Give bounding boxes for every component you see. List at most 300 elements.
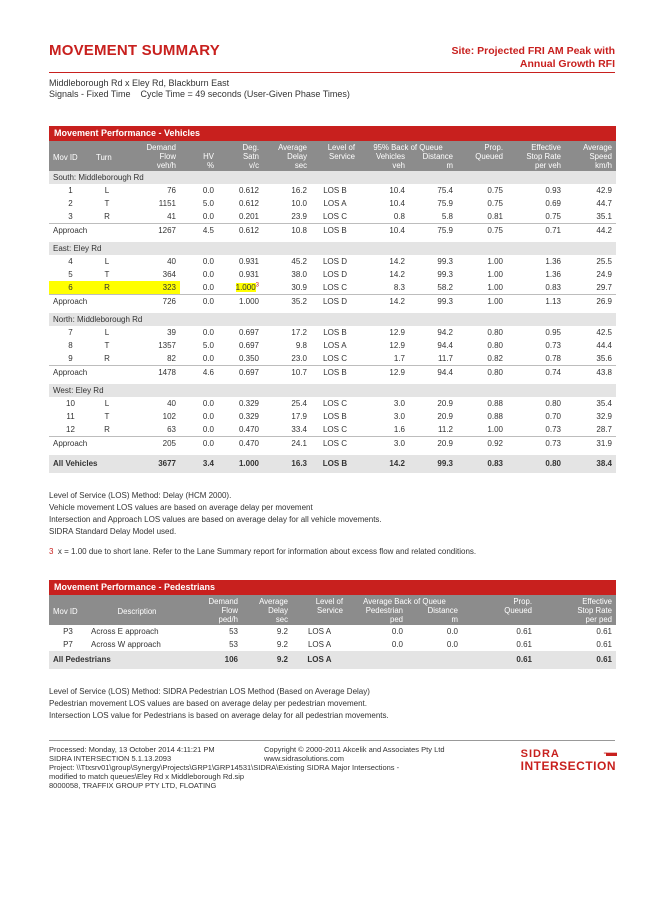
vehicles-table <box>49 141 616 473</box>
ped-hdr-flow-unit: ped/h <box>187 615 242 625</box>
cell-queue-ped: 0.0 <box>391 627 403 636</box>
cell-prop: 1.00 <box>487 257 503 266</box>
cell-stop: 0.78 <box>545 354 561 363</box>
cell-los: LOS B <box>311 224 359 238</box>
cell-stop: 0.61 <box>596 640 612 649</box>
hdr-queue-dist: Distance <box>409 152 457 161</box>
cell-queue-dist: 99.3 <box>409 455 457 473</box>
cell-mov-id: P7 <box>63 640 73 649</box>
cell-delay: 10.8 <box>263 224 311 238</box>
cell-queue-ped <box>347 651 407 669</box>
approach-group-header <box>49 384 616 397</box>
cell-stop: 1.13 <box>507 295 565 309</box>
cell-stop: 1.36 <box>545 257 561 266</box>
cell-stop: 0.95 <box>545 328 561 337</box>
cell-satn: 0.612 <box>238 186 259 195</box>
cell-queue-veh: 10.4 <box>359 224 409 238</box>
cell-flow: 3677 <box>122 455 180 473</box>
ped-hdr-stop-unit: per ped <box>536 615 616 625</box>
cell-turn: L <box>104 328 110 337</box>
cell-speed: 31.9 <box>565 437 616 451</box>
cell-turn: T <box>104 199 110 208</box>
cell-satn: 0.697 <box>238 341 259 350</box>
cell-queue-dist: 11.2 <box>438 425 453 434</box>
cell-flow: 53 <box>229 640 238 649</box>
cell-stop: 0.61 <box>536 651 616 669</box>
signals-text: Signals - Fixed Time Cycle Time = 49 seconds (User-Given Phase Times) <box>49 89 350 99</box>
cell-flow: 106 <box>187 651 242 669</box>
cell-los: LOS C <box>322 212 347 221</box>
cell-stop: 1.36 <box>545 270 561 279</box>
cell-satn: 0.350 <box>238 354 259 363</box>
cell-stop: 0.73 <box>507 437 565 451</box>
approach-row <box>49 366 616 380</box>
cell-speed: 44.7 <box>596 199 612 208</box>
hdr-hv-blank <box>180 141 218 152</box>
ped-hdr-prop-unit <box>462 615 536 625</box>
cell-satn-value: 1.000 <box>235 283 256 292</box>
cell-los: LOS B <box>323 412 347 421</box>
vehicle-note: Intersection and Approach LOS values are based on average delay for all vehicle movements. <box>49 515 382 524</box>
cell-stop: 0.71 <box>507 224 565 238</box>
cell-hv: 4.6 <box>180 366 218 380</box>
vehicles-section <box>49 126 616 473</box>
hdr-hv-unit: % <box>180 161 218 171</box>
cell-los: LOS C <box>322 399 347 408</box>
cell-flow: 102 <box>162 412 176 421</box>
hdr-flow-2: Flow <box>122 152 180 161</box>
cell-hv: 0.0 <box>202 425 214 434</box>
table-row <box>49 326 616 339</box>
cell-delay: 17.9 <box>291 412 307 421</box>
cell-queue-dist: 99.3 <box>437 257 453 266</box>
cell-prop: 1.00 <box>487 270 503 279</box>
hdr-prop: Prop. <box>457 141 507 152</box>
approach-row <box>49 295 616 309</box>
ped-hdr-prop: Prop. <box>462 595 536 606</box>
cell-turn: R <box>104 212 110 221</box>
cell-flow: 205 <box>122 437 180 451</box>
approach-name: East: Eley Rd <box>49 242 616 255</box>
cell-flow: 726 <box>122 295 180 309</box>
footer-website[interactable]: www.sidrasolutions.com <box>264 754 345 763</box>
cell-speed: 26.9 <box>565 295 616 309</box>
cell-queue-veh: 10.4 <box>389 186 405 195</box>
cell-queue-veh: 10.4 <box>389 199 405 208</box>
cell-delay: 9.2 <box>276 640 288 649</box>
cell-satn: 0.612 <box>218 224 263 238</box>
cell-flow: 1478 <box>122 366 180 380</box>
cell-flow: 39 <box>167 328 176 337</box>
cell-delay: 9.8 <box>295 341 307 350</box>
hdr-stop-2: Stop Rate <box>507 152 565 161</box>
vehicle-note: Vehicle movement LOS values are based on average delay per movement <box>49 503 313 512</box>
footer-divider <box>49 740 615 741</box>
cell-turn: T <box>104 412 110 421</box>
intersection-info <box>49 78 350 100</box>
approach-name: North: Middleborough Rd <box>49 313 616 326</box>
cell-flow: 1357 <box>158 341 176 350</box>
cell-los: LOS A <box>323 341 347 350</box>
hdr-los-2: Service <box>311 152 359 161</box>
approach-label: Approach <box>49 437 122 451</box>
footer-project-2: modified to match queues\Eley Rd x Middleborough Rd.sip <box>49 772 245 781</box>
table-row <box>49 281 616 295</box>
cell-los: LOS A <box>307 640 332 649</box>
cell-queue-ped: 0.0 <box>391 640 403 649</box>
cell-mov-id: 6 <box>49 281 92 295</box>
cell-satn: 0.470 <box>218 437 263 451</box>
cell-queue-dist: 20.9 <box>437 399 453 408</box>
hdr-hv: HV <box>180 152 218 161</box>
cell-los: LOS B <box>311 455 359 473</box>
cell-los: LOS A <box>323 199 347 208</box>
cell-los: LOS B <box>323 186 347 195</box>
vehicle-note: SIDRA Standard Delay Model used. <box>49 527 177 536</box>
ped-hdr-desc: Description <box>87 595 187 625</box>
cell-delay: 16.3 <box>263 455 311 473</box>
ped-hdr-stop: Effective <box>536 595 616 606</box>
cell-los: LOS D <box>322 270 347 279</box>
cell-prop: 1.00 <box>457 295 507 309</box>
cell-flow: 323 <box>122 281 180 295</box>
hdr-los: Level of <box>311 141 359 152</box>
cell-speed: 42.5 <box>596 328 612 337</box>
all-pedestrians-row <box>49 651 616 669</box>
all-pedestrians-label: All Pedestrians <box>49 651 187 669</box>
cell-los: LOS D <box>311 295 359 309</box>
cell-satn <box>218 281 263 295</box>
ped-hdr-queue-ped: Pedestrian <box>347 606 407 615</box>
cell-turn: R <box>92 281 122 295</box>
cell-satn: 1.000 <box>218 295 263 309</box>
cell-turn: T <box>104 341 110 350</box>
cell-speed: 25.5 <box>596 257 612 266</box>
cell-stop: 0.93 <box>545 186 561 195</box>
cell-queue-veh: 3.0 <box>393 399 405 408</box>
cell-hv: 0.0 <box>180 437 218 451</box>
ped-hdr-delay-unit: sec <box>242 615 292 625</box>
cell-queue-veh: 14.2 <box>359 455 409 473</box>
ped-note: Intersection LOS value for Pedestrians is based on average delay for all pedestrian movements. <box>49 711 389 720</box>
approach-label: Approach <box>49 295 122 309</box>
pedestrians-section-title: Movement Performance - Pedestrians <box>49 580 616 595</box>
cell-turn: R <box>104 354 110 363</box>
cell-hv: 0.0 <box>180 295 218 309</box>
hdr-delay: Average <box>263 141 311 152</box>
cell-queue-veh: 3.0 <box>393 412 405 421</box>
pedestrians-table-body <box>49 625 616 669</box>
cell-mov-id: 3 <box>68 212 73 221</box>
footer-project: Project: \\Ttxsrv01\group\Synergy\Projects\GRP1\GRP14531\SIDRA\Existing SIDRA Major Intersections - <box>49 763 400 772</box>
cell-hv: 0.0 <box>202 186 214 195</box>
ped-hdr-delay: Average <box>242 595 292 606</box>
cell-prop: 0.92 <box>457 437 507 451</box>
footer-licence: 8000058, TRAFFIX GROUP PTY LTD, FLOATING <box>49 781 217 790</box>
cell-delay: 23.0 <box>291 354 307 363</box>
cell-queue-veh: 1.7 <box>393 354 405 363</box>
cell-stop: 0.69 <box>545 199 561 208</box>
cell-delay: 10.0 <box>291 199 307 208</box>
hdr-speed: Average <box>565 141 616 152</box>
cell-mov-id: 8 <box>68 341 73 350</box>
footnote-mark: 3 <box>49 547 54 556</box>
cell-satn: 0.470 <box>238 425 259 434</box>
cell-queue-veh: 8.3 <box>393 283 405 292</box>
vehicles-table-body <box>49 171 616 473</box>
site-line-2: Annual Growth RFI <box>519 58 615 70</box>
cell-flow: 41 <box>167 212 176 221</box>
ped-hdr-queue-dist-unit: m <box>407 615 462 625</box>
table-row <box>49 352 616 366</box>
cell-satn: 0.697 <box>238 328 259 337</box>
cell-prop: 1.00 <box>487 425 503 434</box>
hdr-queue-dist-unit: m <box>409 161 457 171</box>
page-title: MOVEMENT SUMMARY <box>49 42 220 59</box>
ped-hdr-flow-2: Flow <box>187 606 242 615</box>
cell-flow: 76 <box>167 186 176 195</box>
cell-speed: 42.9 <box>596 186 612 195</box>
ped-hdr-flow: Demand <box>187 595 242 606</box>
cell-stop: 0.73 <box>545 425 561 434</box>
ped-hdr-queue: Average Back of Queue <box>347 595 462 606</box>
hdr-stop-unit: per veh <box>507 161 565 171</box>
cell-flow: 364 <box>162 270 176 279</box>
cell-prop: 0.82 <box>487 354 503 363</box>
site-line-1: Site: Projected FRI AM Peak with <box>451 45 615 57</box>
ped-hdr-delay-2: Delay <box>242 606 292 615</box>
cell-mov-id: 10 <box>66 399 75 408</box>
cell-stop: 0.74 <box>507 366 565 380</box>
cell-satn: 0.201 <box>238 212 259 221</box>
cell-hv: 0.0 <box>202 257 214 266</box>
cell-mov-id: 11 <box>66 412 75 421</box>
cell-speed: 32.9 <box>596 412 612 421</box>
ped-note: Pedestrian movement LOS values are based on average delay per pedestrian movement. <box>49 699 367 708</box>
cell-speed: 35.1 <box>596 212 612 221</box>
hdr-satn-unit: v/c <box>218 161 263 171</box>
pedestrians-table <box>49 595 616 669</box>
table-row <box>49 184 616 197</box>
cell-stop: 0.70 <box>545 412 561 421</box>
cell-flow: 1267 <box>122 224 180 238</box>
ped-hdr-mov-id: Mov ID <box>49 595 87 625</box>
cell-los: LOS A <box>292 651 347 669</box>
cell-delay: 23.9 <box>291 212 307 221</box>
cell-turn: L <box>104 399 110 408</box>
cell-queue-veh: 3.0 <box>359 437 409 451</box>
hdr-satn: Deg. <box>218 141 263 152</box>
hdr-mov-id: Mov ID <box>49 141 92 171</box>
cell-prop: 0.61 <box>516 640 532 649</box>
cell-satn: 1.000 <box>218 455 263 473</box>
hdr-prop-unit <box>457 161 507 171</box>
cell-queue-dist: 75.9 <box>437 199 453 208</box>
hdr-speed-2: Speed <box>565 152 616 161</box>
cell-stop: 0.80 <box>507 455 565 473</box>
cell-description: Across W approach <box>91 640 161 649</box>
cell-speed: 44.2 <box>565 224 616 238</box>
table-row <box>49 210 616 224</box>
cell-flow: 40 <box>167 399 176 408</box>
cell-los: LOS C <box>322 283 347 292</box>
hdr-flow-unit: veh/h <box>122 161 180 171</box>
title-divider <box>49 72 615 73</box>
cell-stop: 0.80 <box>545 399 561 408</box>
pedestrians-section <box>49 580 616 669</box>
hdr-speed-unit: km/h <box>565 161 616 171</box>
cell-queue-dist: 94.4 <box>437 341 453 350</box>
all-vehicles-row <box>49 455 616 473</box>
cell-mov-id: P3 <box>63 627 73 636</box>
ped-hdr-queue-dist: Distance <box>407 606 462 615</box>
cell-los: LOS B <box>311 366 359 380</box>
ped-hdr-prop-2: Queued <box>462 606 536 615</box>
approach-label: Approach <box>49 224 122 238</box>
hdr-queue-veh: Vehicles <box>359 152 409 161</box>
table-row <box>49 625 616 638</box>
ped-note: Level of Service (LOS) Method: SIDRA Pedestrian LOS Method (Based on Average Delay) <box>49 687 370 696</box>
location-text: Middleborough Rd x Eley Rd, Blackburn East <box>49 78 230 88</box>
table-row <box>49 397 616 410</box>
cell-hv: 0.0 <box>202 354 214 363</box>
cell-queue-dist: 94.2 <box>437 328 453 337</box>
cell-mov-id: 12 <box>66 425 75 434</box>
cell-hv: 0.0 <box>202 412 214 421</box>
cell-mov-id: 9 <box>68 354 73 363</box>
cell-queue-dist: 20.9 <box>409 437 457 451</box>
cell-mov-id: 2 <box>68 199 73 208</box>
vehicle-notes <box>49 490 382 538</box>
footnote-ref: 3 <box>255 282 259 289</box>
cell-queue-dist: 75.4 <box>437 186 453 195</box>
cell-flow: 82 <box>167 354 176 363</box>
approach-group-header <box>49 171 616 184</box>
hdr-stop: Effective <box>507 141 565 152</box>
logo-line-2: INTERSECTION <box>520 759 616 773</box>
cell-speed: 38.4 <box>565 455 616 473</box>
approach-row <box>49 224 616 238</box>
cell-speed: 35.6 <box>596 354 612 363</box>
cell-queue-veh: 0.8 <box>393 212 405 221</box>
cell-prop: 0.75 <box>487 199 503 208</box>
cell-hv: 5.0 <box>202 199 214 208</box>
cell-queue-dist: 99.3 <box>437 270 453 279</box>
table-row <box>49 410 616 423</box>
cell-speed: 28.7 <box>596 425 612 434</box>
cell-queue-dist: 75.9 <box>409 224 457 238</box>
table-row <box>49 268 616 281</box>
table-row <box>49 339 616 352</box>
footer-processed: Processed: Monday, 13 October 2014 4:11:21 PM <box>49 745 215 754</box>
cell-satn: 0.612 <box>238 199 259 208</box>
cell-queue-veh: 12.9 <box>389 341 405 350</box>
cell-delay: 9.2 <box>242 651 292 669</box>
cell-prop: 0.81 <box>487 212 503 221</box>
cell-turn: R <box>104 425 110 434</box>
cell-delay: 24.1 <box>263 437 311 451</box>
cell-satn: 0.931 <box>238 270 259 279</box>
cell-hv: 3.4 <box>180 455 218 473</box>
cell-satn: 0.329 <box>238 412 259 421</box>
cell-delay: 45.2 <box>291 257 307 266</box>
hdr-turn: Turn <box>92 141 122 171</box>
ped-hdr-los-unit <box>292 615 347 625</box>
table-row <box>49 423 616 437</box>
ped-hdr-los: Level of <box>292 595 347 606</box>
cell-queue-dist: 5.8 <box>441 212 453 221</box>
cell-prop: 0.80 <box>487 341 503 350</box>
cell-mov-id: 4 <box>68 257 73 266</box>
cell-mov-id: 1 <box>68 186 73 195</box>
hdr-prop-2: Queued <box>457 152 507 161</box>
cell-queue-veh: 14.2 <box>389 257 405 266</box>
cell-queue-veh: 14.2 <box>389 270 405 279</box>
cell-stop: 0.83 <box>545 283 561 292</box>
cell-satn: 0.697 <box>218 366 263 380</box>
cell-delay: 33.4 <box>291 425 307 434</box>
ped-hdr-los-2: Service <box>292 606 347 615</box>
cell-delay: 10.7 <box>263 366 311 380</box>
cell-hv: 0.0 <box>202 328 214 337</box>
footer-copyright-text: Copyright © 2000-2011 Akcelik and Associates Pty Ltd <box>264 745 445 754</box>
cell-queue-veh: 12.9 <box>389 328 405 337</box>
footer-copyright <box>264 745 445 763</box>
cell-hv: 4.5 <box>180 224 218 238</box>
cell-queue-dist: 0.0 <box>446 640 458 649</box>
cell-queue-dist: 20.9 <box>437 412 453 421</box>
cell-prop: 0.80 <box>487 328 503 337</box>
cell-prop: 0.61 <box>462 651 536 669</box>
cell-delay: 9.2 <box>276 627 288 636</box>
cell-mov-id: 5 <box>68 270 73 279</box>
cell-los: LOS C <box>311 437 359 451</box>
cell-speed: 29.7 <box>596 283 612 292</box>
cell-los: LOS D <box>322 257 347 266</box>
cell-prop: 0.61 <box>516 627 532 636</box>
cell-satn: 0.931 <box>238 257 259 266</box>
approach-name: South: Middleborough Rd <box>49 171 616 184</box>
cell-turn: L <box>104 186 110 195</box>
cell-stop: 0.75 <box>545 212 561 221</box>
cell-queue-dist: 99.3 <box>409 295 457 309</box>
cell-los: LOS C <box>322 425 347 434</box>
approach-name: West: Eley Rd <box>49 384 616 397</box>
approach-group-header <box>49 313 616 326</box>
all-vehicles-label: All Vehicles <box>49 455 122 473</box>
footer-version: SIDRA INTERSECTION 5.1.13.2093 <box>49 754 172 763</box>
cell-delay: 17.2 <box>291 328 307 337</box>
cell-prop: 0.75 <box>457 224 507 238</box>
sidra-logo <box>521 748 616 773</box>
ped-notes <box>49 686 389 722</box>
ped-hdr-stop-2: Stop Rate <box>536 606 616 615</box>
cell-flow: 53 <box>229 627 238 636</box>
cell-prop: 0.88 <box>487 412 503 421</box>
cell-turn: T <box>104 270 110 279</box>
cell-stop: 0.61 <box>596 627 612 636</box>
cell-flow: 63 <box>167 425 176 434</box>
cell-prop: 1.00 <box>487 283 503 292</box>
cell-stop: 0.73 <box>545 341 561 350</box>
cell-mov-id: 7 <box>68 328 73 337</box>
vehicle-note: Level of Service (LOS) Method: Delay (HCM 2000). <box>49 491 232 500</box>
cell-queue-dist: 0.0 <box>446 627 458 636</box>
cell-speed: 24.9 <box>596 270 612 279</box>
approach-label: Approach <box>49 366 122 380</box>
table-row <box>49 638 616 651</box>
cell-delay: 16.2 <box>291 186 307 195</box>
